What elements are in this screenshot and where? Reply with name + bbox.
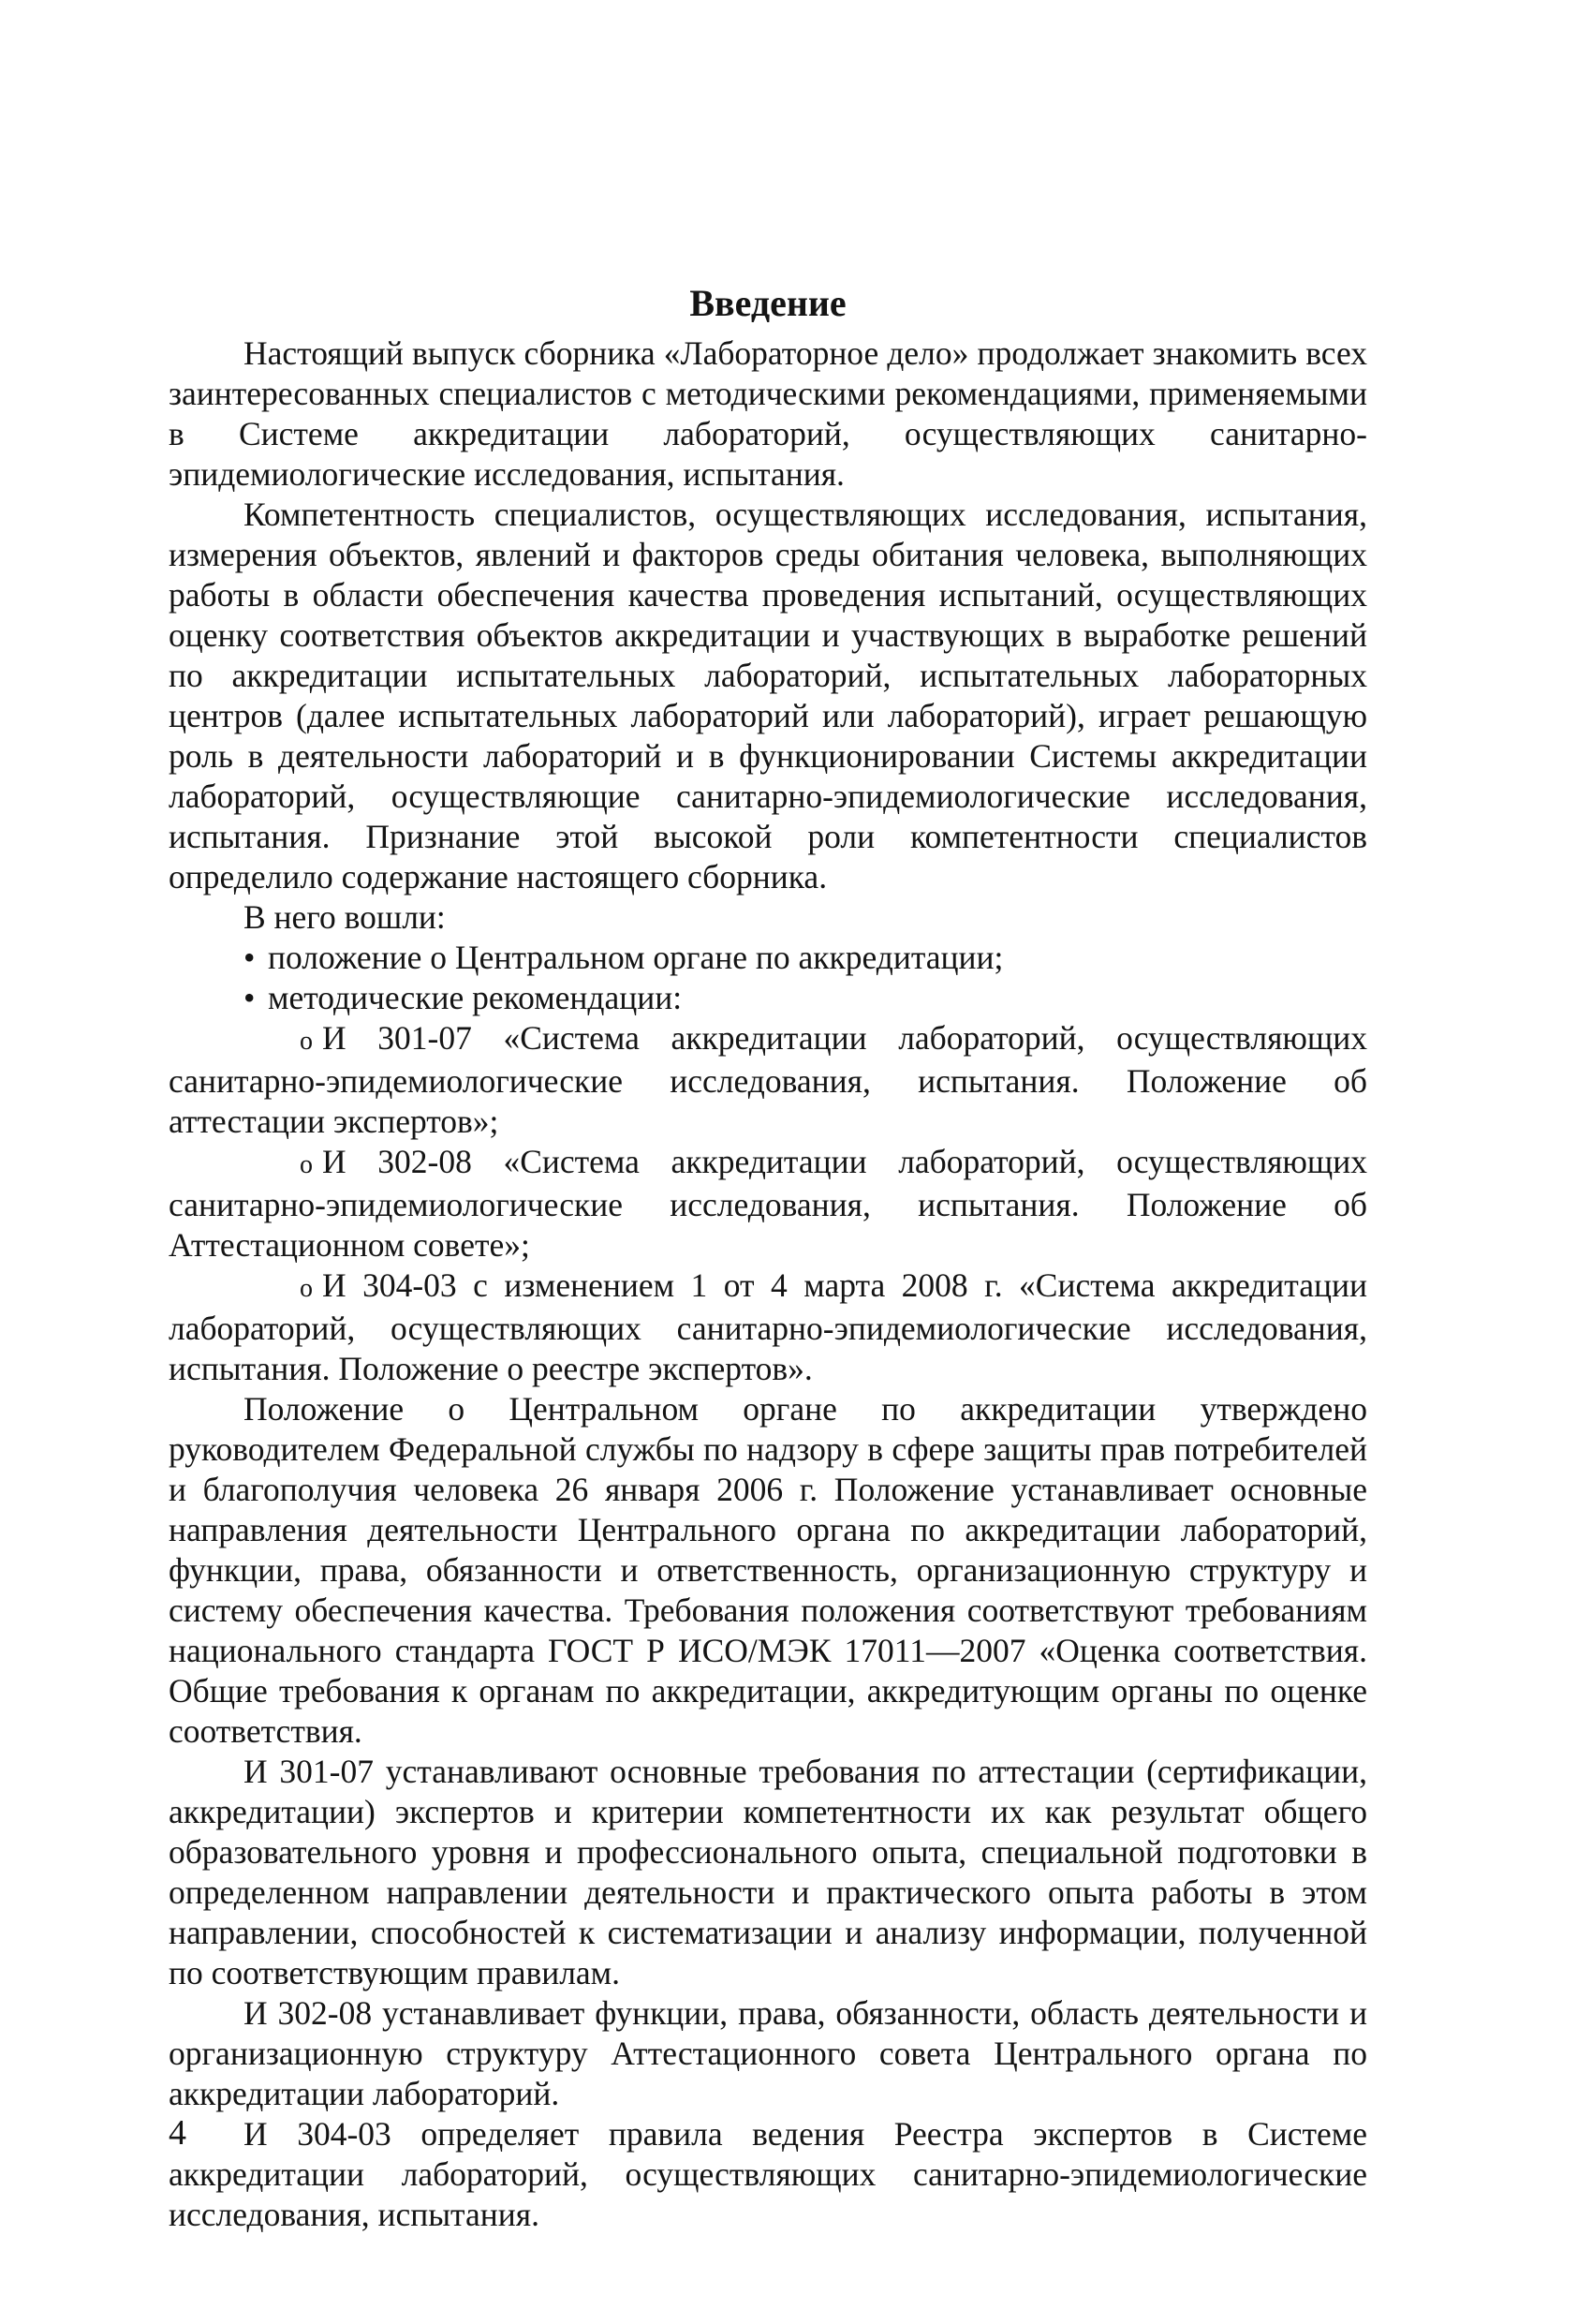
paragraph-i302: И 302-08 устанавливает функции, права, обязанности, область деятельности и организационную структуру Аттестационного совета Центрального органа по аккредитации лабораторий. bbox=[169, 1994, 1367, 2112]
paragraph-i301: И 301-07 устанавливают основные требования по аттестации (сертификации, аккредитации) экспертов и критерии компетентности их как результат общего образовательного уровня и профессионального опыта, специальной подготовки в определенном направлении деятельности и практического опыта работы в этом направлении, способностей к систематизации и анализу информации, полученной по соответствующим правилам. bbox=[169, 1753, 1367, 1991]
bullet-icon: • bbox=[243, 979, 256, 1016]
list-item bbox=[169, 938, 1367, 978]
circle-bullet-icon: o bbox=[300, 1027, 313, 1056]
list-item-text: положение о Центральном органе по аккредитации; bbox=[268, 939, 1004, 976]
circle-bullet-icon: o bbox=[300, 1150, 313, 1179]
bullet-icon: • bbox=[243, 939, 256, 976]
sub-list-item-text: И 302-08 «Система аккредитации лабораторий, осуществляющих санитарно-эпидемиологические исследования, испытания. Положение об Аттестационном совете»; bbox=[169, 1143, 1367, 1264]
sub-list-item bbox=[169, 1142, 1367, 1266]
paragraph-intro: Настоящий выпуск сборника «Лабораторное дело» продолжает знакомить всех заинтересованных специалистов с методическими рекомендациями, применяемыми в Системе аккредитации лабораторий, осуществляющих санитарно-эпидемиологические исследования, испытания. bbox=[169, 334, 1367, 493]
circle-bullet-icon: o bbox=[300, 1274, 313, 1303]
section-title: Введение bbox=[689, 282, 847, 324]
paragraph-contents-lead: В него вошли: bbox=[243, 898, 446, 936]
list-item-text: методические рекомендации: bbox=[268, 979, 683, 1016]
page-number: 4 bbox=[169, 2113, 186, 2153]
paragraph-i304: И 304-03 определяет правила ведения Реестра экспертов в Системе аккредитации лабораторий, осуществляющих санитарно-эпидемиологические исследования, испытания. bbox=[169, 2115, 1367, 2233]
sub-list-item bbox=[169, 1018, 1367, 1142]
sub-list-item-text: И 301-07 «Система аккредитации лабораторий, осуществляющих санитарно-эпидемиологические исследования, испытания. Положение об аттестации экспертов»; bbox=[169, 1019, 1367, 1140]
page-body bbox=[169, 281, 1367, 2235]
sub-list-item bbox=[169, 1266, 1367, 1389]
paragraph-central-body: Положение о Центральном органе по аккредитации утверждено руководителем Федеральной службы по надзору в сфере защиты прав потребителей и благополучия человека 26 января 2006 г. Положение устанавливает основные направления деятельности Центрального органа по аккредитации лабораторий, функции, права, обязанности и ответственность, организационную структуру и систему обеспечения качества. Требования положения соответствуют требованиям национального стандарта ГОСТ Р ИСО/МЭК 17011—2007 «Оценка соответствия. Общие требования к органам по аккредитации, аккредитующим органы по оценке соответствия. bbox=[169, 1390, 1367, 1750]
paragraph-competence: Компетентность специалистов, осуществляющих исследования, испытания, измерения объектов, явлений и факторов среды обитания человека, выполняющих работы в области обеспечения качества проведения испытаний, осуществляющих оценку соответствия объектов аккредитации и участвующих в выработке решений по аккредитации испытательных лабораторий, испытательных лабораторных центров (далее испытательных лабораторий или лабораторий), играет решающую роль в деятельности лабораторий и в функционировании Системы аккредитации лабораторий, осуществляющие санитарно-эпидемиологические исследования, испытания. Признание этой высокой роли компетентности специалистов определило содержание настоящего сборника. bbox=[169, 496, 1367, 896]
sub-list-item-text: И 304-03 с изменением 1 от 4 марта 2008 г. «Система аккредитации лабораторий, осуществляющих санитарно-эпидемиологические исследования, испытания. Положение о реестре экспертов». bbox=[169, 1266, 1367, 1387]
list-item bbox=[169, 978, 1367, 1018]
